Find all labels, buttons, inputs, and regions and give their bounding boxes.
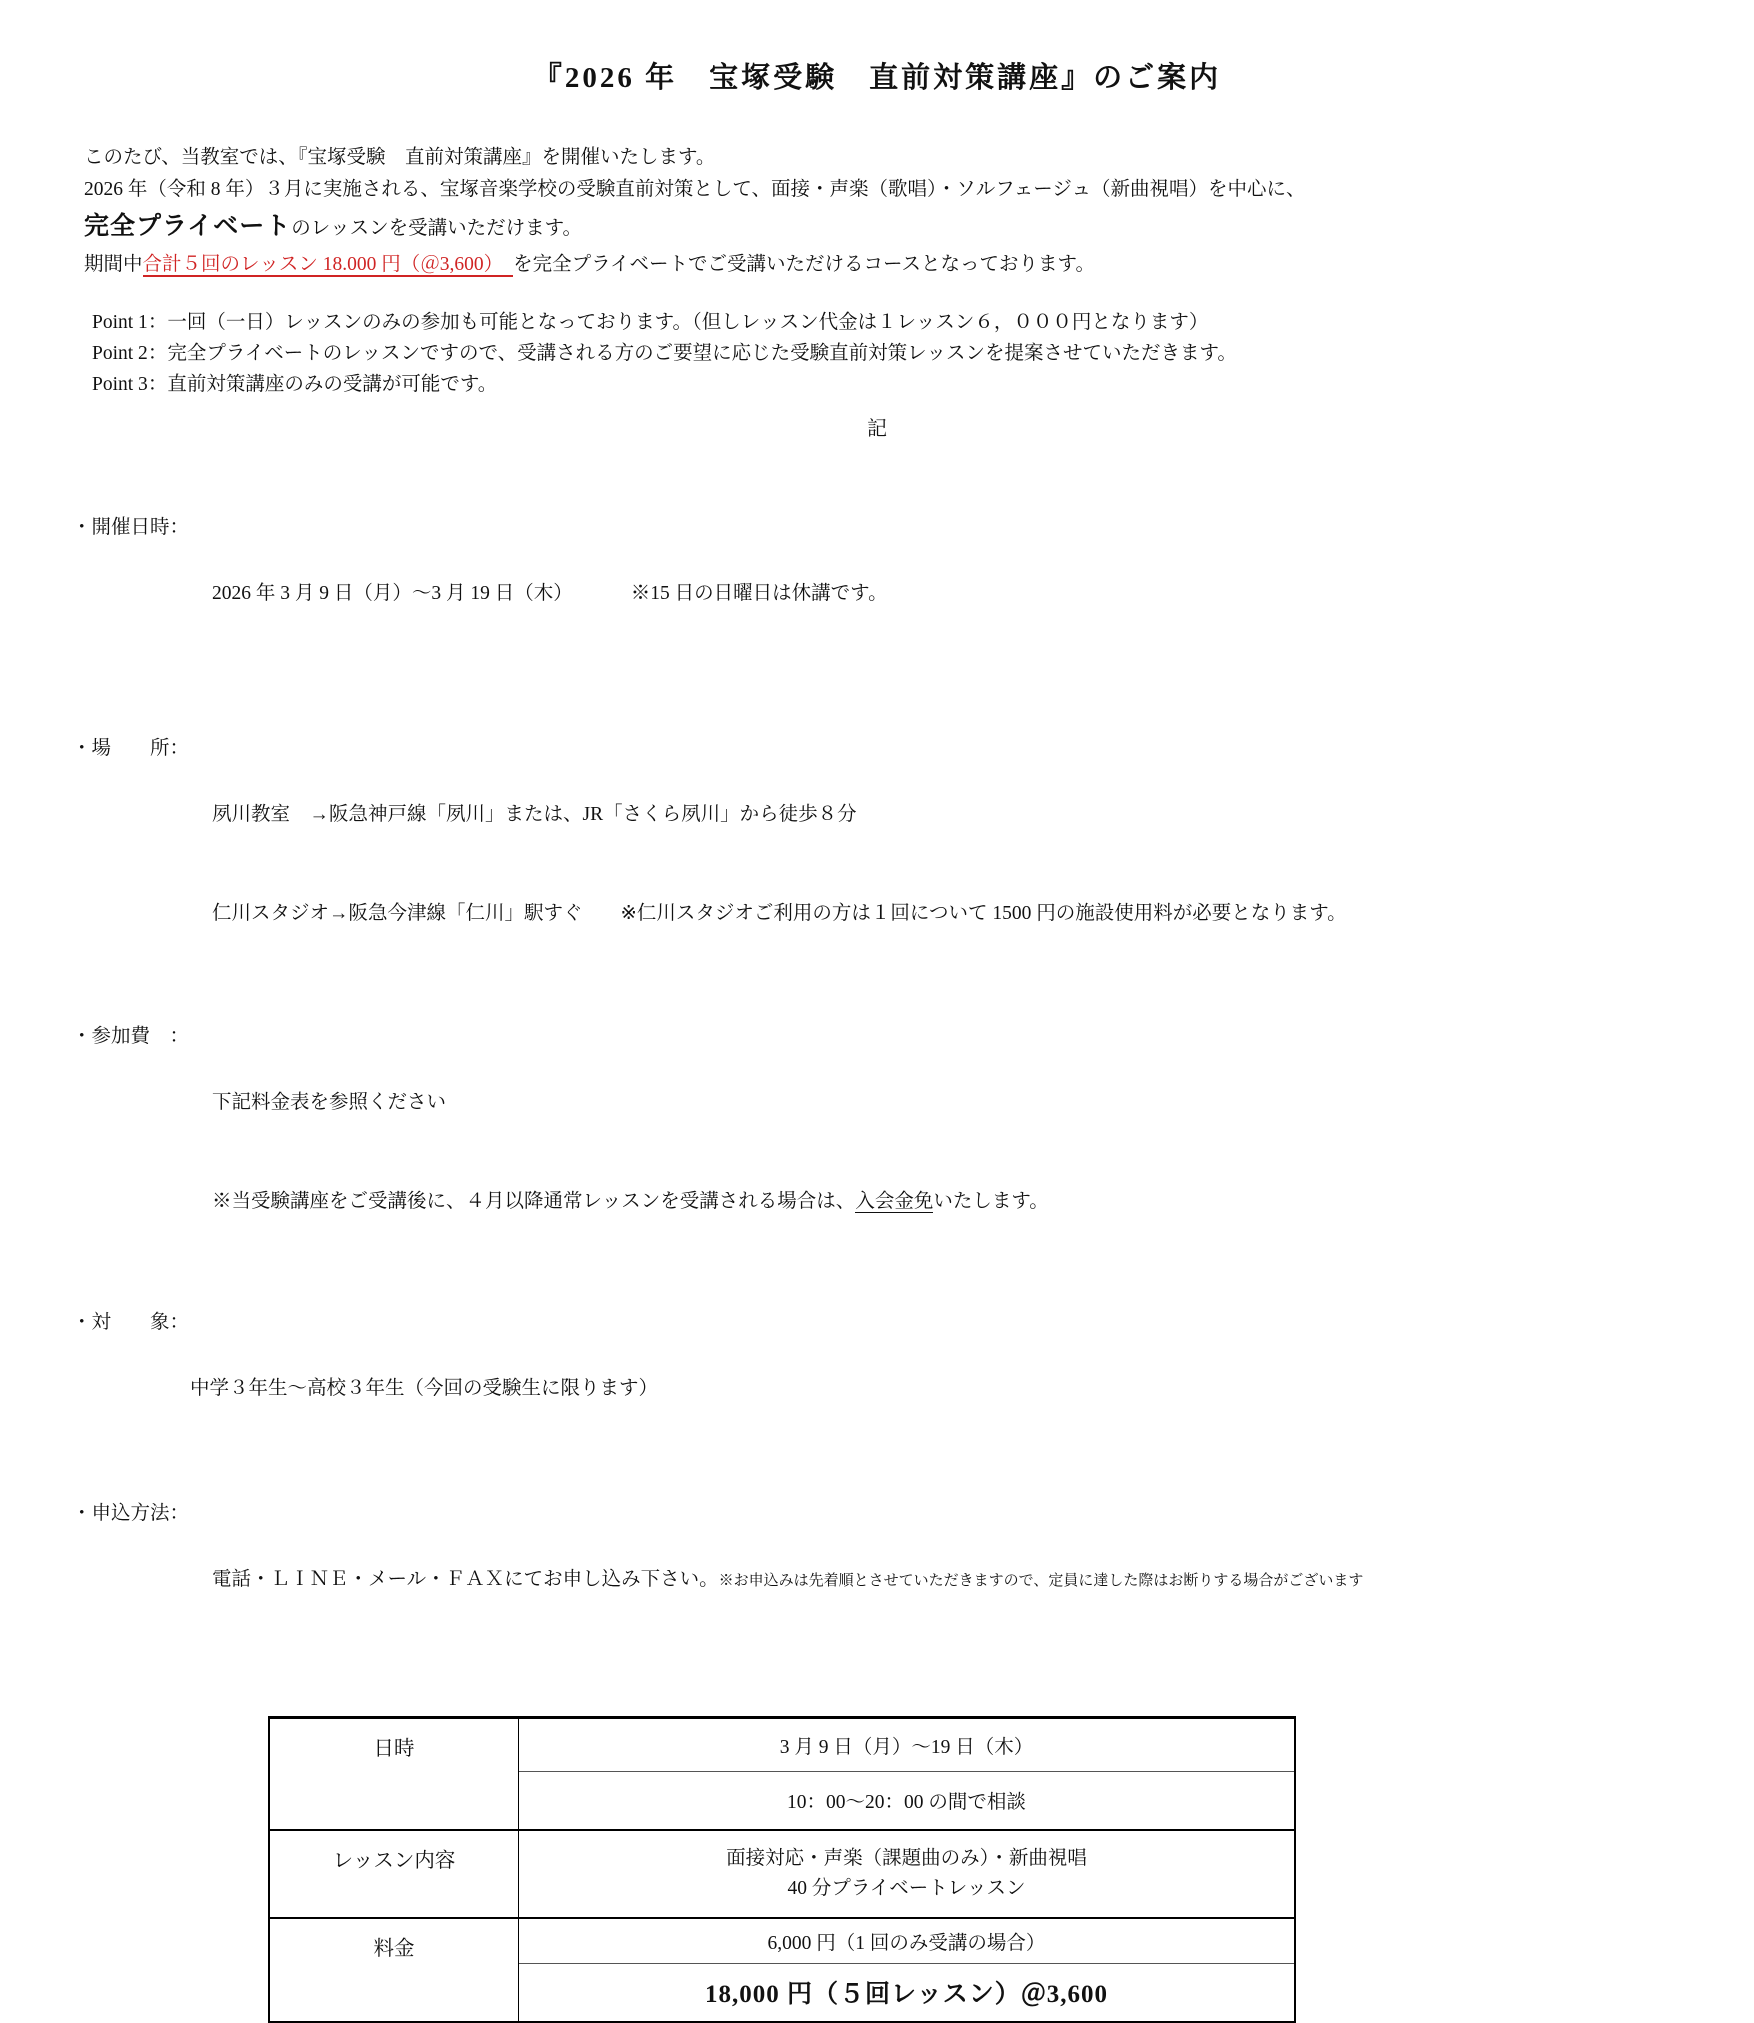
course-price-highlight: 合計５回のレッスン 18.000 円（＠3,600） bbox=[143, 254, 514, 277]
place-line-2-text: 仁川スタジオ→阪急今津線「仁川」駅すぐ bbox=[212, 903, 583, 924]
apply-line bbox=[212, 1563, 1363, 1598]
place-content bbox=[212, 732, 1347, 996]
fee-line-1: 下記料金表を参照ください bbox=[212, 1092, 447, 1113]
schedule-value: 2026 年 3 月 9 日（月）～3 月 19 日（木） bbox=[212, 583, 573, 604]
detail-target bbox=[72, 1306, 1754, 1471]
table-cell-price-course: 18,000 円（５回レッスン）＠3,600 bbox=[704, 1981, 1108, 2009]
table-row-lesson bbox=[269, 1830, 1295, 1918]
target-content bbox=[190, 1306, 658, 1471]
fee-note-underline: 入会金免 bbox=[855, 1191, 934, 1212]
fee-note-prefix: ※当受験講座をご受講後に、４月以降通常レッスンを受講される場合は、 bbox=[212, 1191, 856, 1212]
detail-apply bbox=[72, 1497, 1754, 1664]
point-label-2: Point 2 bbox=[92, 343, 148, 364]
intro-text-1: このたび、当教室では、『宝塚受験 直前対策講座』を開催いたします。 bbox=[84, 147, 716, 168]
detail-schedule bbox=[72, 511, 1754, 676]
intro-line-2 bbox=[84, 174, 1754, 206]
intro-line-3 bbox=[84, 206, 1754, 249]
table-cell-datetime-range: 3 月 9 日（月）～19 日（木） bbox=[519, 1718, 1296, 1772]
place-line-1: 夙川教室 →阪急神戸線「夙川」または、JR「さくら夙川」から徒歩８分 bbox=[212, 804, 857, 825]
schedule-line bbox=[212, 577, 888, 610]
point-item-1 bbox=[92, 307, 1754, 338]
place-line-2 bbox=[212, 897, 1347, 930]
schedule-content bbox=[212, 511, 888, 676]
table-header-price: 料金 bbox=[269, 1918, 519, 2022]
point-text-3: ：直前対策講座のみの受講が可能です。 bbox=[147, 374, 498, 395]
document-page bbox=[0, 55, 1754, 2009]
table-cell-price-single: 6,000 円（1 回のみ受講の場合） bbox=[519, 1918, 1296, 1964]
point-label-3: Point 3 bbox=[92, 374, 148, 395]
emphasis-private-lesson: 完全プライベート bbox=[84, 212, 292, 240]
intro-line-1 bbox=[84, 142, 1754, 174]
heading-ki: 記 bbox=[867, 418, 887, 440]
price-table bbox=[268, 1716, 1296, 2023]
apply-content bbox=[212, 1497, 1363, 1664]
table-header-lesson: レッスン内容 bbox=[269, 1830, 519, 1918]
fee-content bbox=[212, 1020, 1049, 1284]
table-row-datetime-1 bbox=[269, 1718, 1295, 1772]
table-row-price-1 bbox=[269, 1918, 1295, 1964]
point-text-2: ：完全プライベートのレッスンですので、受講される方のご要望に応じた受験直前対策レッスンを提案させていただきます。 bbox=[147, 343, 1237, 364]
point-text-1: ：一回（一日）レッスンのみの参加も可能となっております。（但しレッスン代金は１レッスン６，０００円となります） bbox=[147, 312, 1209, 333]
detail-place bbox=[72, 732, 1754, 996]
point-item-2 bbox=[92, 338, 1754, 369]
point-item-3 bbox=[92, 369, 1754, 400]
apply-note: ※お申込みは先着順とさせていただきますので、定員に達した際はお断りする場合がございます bbox=[718, 1573, 1364, 1589]
point-label-1: Point 1 bbox=[92, 312, 148, 333]
intro-text-2: 2026 年（令和 8 年）３月に実施される、宝塚音楽学校の受験直前対策として、面接・声楽（歌唱）・ソルフェージュ（新曲視唱）を中心に、 bbox=[84, 179, 1306, 200]
apply-label: ・申込方法： bbox=[72, 1503, 190, 1524]
intro-text-4-prefix: 期間中 bbox=[84, 254, 143, 275]
fee-line-2 bbox=[212, 1185, 1049, 1218]
table-header-datetime: 日時 bbox=[269, 1718, 519, 1830]
lesson-line-2: 40 分プライベートレッスン bbox=[787, 1877, 1026, 1899]
table-cell-lesson bbox=[519, 1830, 1296, 1918]
target-value: 中学３年生～高校３年生（今回の受験生に限ります） bbox=[190, 1378, 659, 1399]
table-cell-datetime-hours: 10：00～20：00 の間で相談 bbox=[787, 1792, 1026, 1814]
lesson-line-1: 面接対応・声楽（課題曲のみ）・新曲視唱 bbox=[726, 1847, 1087, 1869]
apply-value: 電話・ＬＩＮＥ・メール・ＦＡＸにてお申し込み下さい。 bbox=[212, 1569, 719, 1590]
place-label: ・場 所： bbox=[72, 738, 190, 759]
detail-fee bbox=[72, 1020, 1754, 1284]
fee-label: ・参加費 ： bbox=[72, 1026, 190, 1047]
place-note: ※仁川スタジオご利用の方は１回について 1500 円の施設使用料が必要となります。 bbox=[620, 903, 1347, 924]
page-title: 『2026 年 宝塚受験 直前対策講座』のご案内 bbox=[532, 62, 1222, 94]
schedule-label: ・開催日時： bbox=[72, 517, 190, 538]
schedule-note: ※15 日の日曜日は休講です。 bbox=[630, 583, 888, 604]
intro-text-4-rest: を完全プライベートでご受講いただけるコースとなっております。 bbox=[513, 254, 1095, 275]
details-section bbox=[72, 511, 1754, 1664]
intro-line-4 bbox=[84, 249, 1754, 281]
points-list bbox=[92, 307, 1754, 400]
intro-paragraph bbox=[84, 142, 1754, 281]
fee-note-suffix: いたします。 bbox=[933, 1191, 1049, 1212]
target-label: ・対 象： bbox=[72, 1312, 190, 1333]
intro-text-3: のレッスンを受講いただけます。 bbox=[291, 218, 583, 239]
